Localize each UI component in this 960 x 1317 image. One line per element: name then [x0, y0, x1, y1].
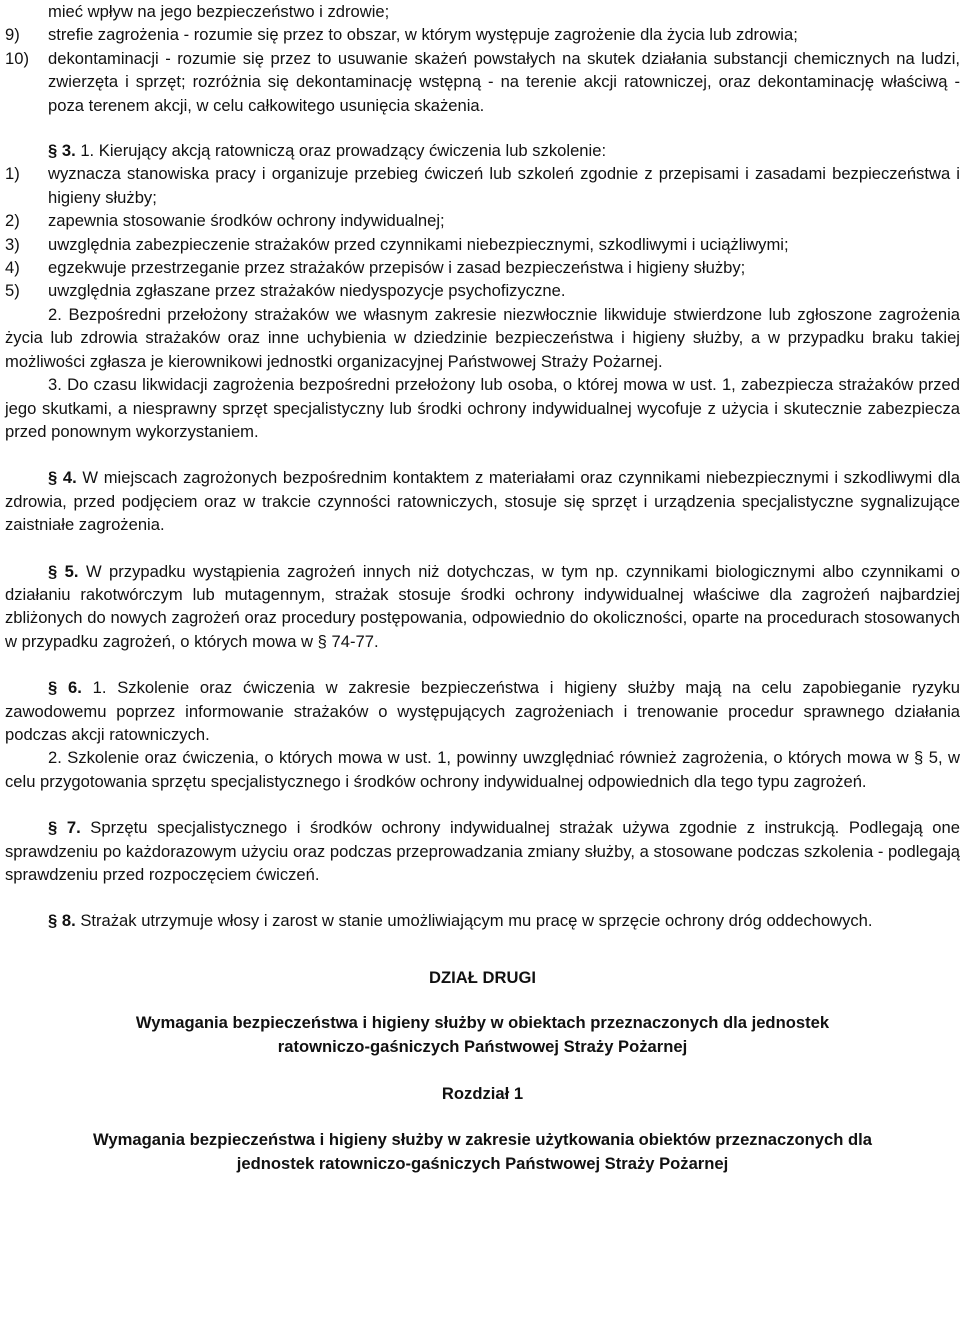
- list-item-9: 9) strefie zagrożenia - rozumie się przez to obszar, w którym występuje zagrożenie dla życia lub zdrowia;: [5, 25, 798, 45]
- paragraph-3-3: 3. Do czasu likwidacji zagrożenia bezpośredni przełożony lub osoba, o której mowa w ust. 1, zabezpiecza strażaków przed jego skutkami, a niesprawny sprzęt specjalistyczny lub środki ochrony indywidualnej wycofuje z użycia i skutecznie zabezpiecza przed ponownym wykorzystaniem.: [5, 375, 960, 441]
- paragraph-8: § 8. Strażak utrzymuje włosy i zarost w stanie umożliwiającym mu pracę w sprzęcie ochrony dróg oddechowych.: [48, 911, 873, 931]
- paragraph-4: § 4. W miejscach zagrożonych bezpośrednim kontaktem z materiałami oraz czynnikami niebezpiecznymi i szkodliwymi dla zdrowia, przed podjęciem oraz w trakcie czynności ratowniczych, stosuje się sprzęt i urządzenia specjalistyczne sygnalizujące zaistniałe zagrożenia.: [5, 468, 960, 535]
- paragraph-3-1: § 3. 1. Kierujący akcją ratowniczą oraz prowadzący ćwiczenia lub szkolenie:: [48, 141, 607, 161]
- division-title: DZIAŁ DRUGI: [429, 967, 536, 987]
- list-item: 3) uwzględnia zabezpieczenie strażaków przed czynnikami niebezpiecznymi, szkodliwymi i uciążliwymi;: [5, 234, 789, 254]
- list-item: 1) wyznacza stanowiska pracy i organizuje przebieg ćwiczeń lub szkoleń zgodnie z przepisami i zasadami bezpieczeństwa i higieny służby;: [5, 164, 960, 207]
- list-item: 2) zapewnia stosowanie środków ochrony indywidualnej;: [5, 211, 445, 231]
- document-page: [5, 0, 960, 1175]
- paragraph-3-2: 2. Bezpośredni przełożony strażaków we własnym zakresie niezwłocznie likwiduje stwierdzone lub zgłoszone zagrożenia życia lub zdrowia strażaków oraz inne uchybienia w dziedzinie bezpieczeństwa i higieny służby, a w przypadku braku takiej możliwości zgłasza je kierownikowi jednostki organizacyjnej Państwowej Straży Pożarnej.: [5, 304, 960, 371]
- list-item-10: 10) dekontaminacji - rozumie się przez to usuwanie skażeń powstałych na skutek działania substancji chemicznych na ludzi, zwierzęta i sprzęt; rozróżnia się dekontaminację wstępną - na terenie akcji ratowniczej, oraz dekontaminację właściwą - poza terenem akcji, w celu całkowitego usunięcia skażenia.: [5, 48, 960, 115]
- chapter-title: Rozdział 1: [441, 1084, 524, 1104]
- paragraph-7: § 7. Sprzętu specjalistycznego i środków ochrony indywidualnej strażak używa zgodnie z instrukcją. Podlegają one sprawdzeniu po każdorazowym użyciu oraz podczas przeprowadzania zmiany służby, a stosowane podczas szkolenia - podlegają sprawdzeniu przed rozpoczęciem ćwiczeń.: [5, 818, 960, 884]
- division-subtitle-line-2: ratowniczo-gaśniczych Państwowej Straży Pożarnej: [277, 1036, 688, 1056]
- list-item: 4) egzekwuje przestrzeganie przez strażaków przepisów i zasad bezpieczeństwa i higieny służby;: [5, 258, 746, 278]
- list-item-continuation: mieć wpływ na jego bezpieczeństwo i zdrowie;: [48, 2, 390, 21]
- division-subtitle-line-1: Wymagania bezpieczeństwa i higieny służby w obiektach przeznaczonych dla jednostek: [135, 1013, 830, 1033]
- paragraph-6-2: 2. Szkolenie oraz ćwiczenia, o których mowa w ust. 1, powinny uwzględniać również zagrożenia, o których mowa w § 5, w celu przygotowania sprzętu specjalistycznego i środków ochrony indywidualnej odpowiednich dla tego typu zagrożeń.: [5, 748, 960, 791]
- paragraph-5: § 5. W przypadku wystąpienia zagrożeń innych niż dotychczas, w tym np. czynnikami biologicznymi albo czynnikami o działaniu rakotwórczym lub mutagennym, strażak stosuje środki ochrony indywidualnej właściwe dla zagrożeń najbardziej zbliżonych do nowych zagrożeń oraz procedury postępowania, odpowiednio do okoliczności, oparte na procedurach stosowanych w przypadku zagrożeń, o których mowa w § 74-77.: [5, 561, 960, 651]
- list-item: 5) uwzględnia zgłaszane przez strażaków niedyspozycje psychofizyczne.: [5, 281, 566, 301]
- paragraph-6-1: § 6. 1. Szkolenie oraz ćwiczenia w zakresie bezpieczeństwa i higieny służby mają na celu zapobieganie ryzyku zawodowemu poprzez informowanie strażaków o występujących zagrożeniach i trenowanie procedur sprawnego działania podczas akcji ratowniczych.: [5, 678, 960, 744]
- paragraph-3-list: [5, 162, 960, 302]
- chapter-subtitle-line-2: jednostek ratowniczo-gaśniczych Państwowej Straży Pożarnej: [236, 1153, 729, 1173]
- chapter-subtitle-line-1: Wymagania bezpieczeństwa i higieny służby w zakresie użytkowania obiektów przeznaczonych dla: [93, 1130, 872, 1150]
